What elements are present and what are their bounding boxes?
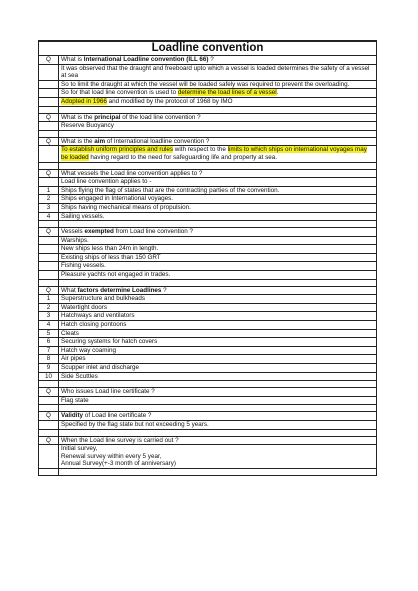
answer-text: Load line convention applies to - (59, 178, 377, 187)
answer-row (39, 420, 377, 429)
list-item: 10 Side Scuttles (39, 372, 377, 381)
answer-row (39, 178, 377, 187)
answer-row (39, 146, 377, 162)
question-text: Validity of Load line certificate ? (59, 412, 377, 421)
title-row (39, 41, 377, 56)
spacer-row (39, 279, 377, 286)
answer-row (39, 80, 377, 89)
question-text: What is the aim of International loadline convention ? (59, 137, 377, 146)
spacer-row (39, 405, 377, 412)
spacer-row (39, 381, 377, 388)
q-marker: Q (39, 137, 59, 146)
spacer-row (39, 429, 377, 436)
question-row (39, 56, 377, 65)
list-item: 1 Ships flying the flag of states that are the contracting parties of the convention. (39, 186, 377, 195)
list-item: Warships. (39, 236, 377, 245)
question-text: Vessels exempted from Load line convention ? (59, 228, 377, 237)
question-text: What is the principal of the load line convention ? (59, 113, 377, 122)
answer-row (39, 396, 377, 405)
answer-row (39, 97, 377, 106)
question-row (39, 436, 377, 445)
list-item: Fishing vessels. (39, 262, 377, 271)
q-marker: Q (39, 113, 59, 122)
q-marker: Q (39, 56, 59, 65)
list-item: 3 Ships having mechanical means of propulsion. (39, 203, 377, 212)
list-item: 7 Hatch way coaming (39, 346, 377, 355)
q-marker: Q (39, 412, 59, 421)
question-row (39, 286, 377, 295)
answer-row (39, 445, 377, 469)
question-text: Who issues Load line certificate ? (59, 388, 377, 397)
list-item: 9 Scupper inlet and discharge (39, 364, 377, 373)
question-text: What factors determine Loadlines ? (59, 286, 377, 295)
list-item: 6 Securing systems for hatch covers (39, 338, 377, 347)
q-marker: Q (39, 169, 59, 178)
list-item: 8 Air pipes (39, 355, 377, 364)
list-item: 5 Cleats (39, 329, 377, 338)
question-row (39, 137, 377, 146)
q-marker: Q (39, 228, 59, 237)
list-item: 3 Hatchways and ventilators (39, 312, 377, 321)
q-marker: Q (39, 388, 59, 397)
answer-text: Adopted in 1966 and modified by the protocol of 1968 by IMO (59, 97, 377, 106)
answer-text: Specified by the flag state but not exceeding 5 years. (59, 420, 377, 429)
answer-text: So to limit the draught at which the vessel will be loaded safely was required to prevent the overloading. (59, 80, 377, 89)
list-item: 4 Sailing vessels. (39, 212, 377, 221)
list-item: Pleasure yachts not engaged in trades. (39, 271, 377, 280)
list-item: 2 Watertight doors (39, 303, 377, 312)
question-row (39, 388, 377, 397)
list-item: 2 Ships engaged in International voyages. (39, 195, 377, 204)
q-marker: Q (39, 436, 59, 445)
answer-text: To establish uniform principles and rules with respect to the limits to which ships on international voyages may be loaded having regard to the need for safeguarding life and property at sea. (59, 146, 377, 162)
question-row (39, 412, 377, 421)
answer-row (39, 64, 377, 80)
page-title: Loadline convention (39, 41, 377, 56)
spacer-row (39, 468, 377, 475)
answer-row (39, 89, 377, 98)
answer-row (39, 122, 377, 131)
answer-text: Reserve Buoyancy (59, 122, 377, 131)
question-text: What vessels the Load line convention applies to ? (59, 169, 377, 178)
question-row (39, 228, 377, 237)
question-text: What is International Loadline convention (ILL 66) ? (59, 56, 377, 65)
answer-text: It was observed that the draught and freeboard upto which a vessel is loaded determines the safety of a vessel at sea (59, 64, 377, 80)
loadline-table (38, 40, 377, 476)
spacer-row (39, 162, 377, 169)
answer-text: Flag state (59, 396, 377, 405)
list-item: Existing ships of less than 150 GRT (39, 253, 377, 262)
list-item: 4 Hatch closing pontoons (39, 321, 377, 330)
list-item: 1 Superstructure and bulkheads (39, 295, 377, 304)
answer-text: Initial survey, Renewal survey within every 5 year, Annual Survey(+-3 month of anniversary) (59, 445, 377, 469)
list-item: New ships less than 24m in length. (39, 245, 377, 254)
spacer-row (39, 130, 377, 137)
spacer-row (39, 106, 377, 113)
question-text: When the Load line survey is carried out ? (59, 436, 377, 445)
question-row (39, 169, 377, 178)
spacer-row (39, 221, 377, 228)
answer-text: So for that load line convention is used to determine the load lines of a vessel. (59, 89, 377, 98)
question-row (39, 113, 377, 122)
q-marker: Q (39, 286, 59, 295)
